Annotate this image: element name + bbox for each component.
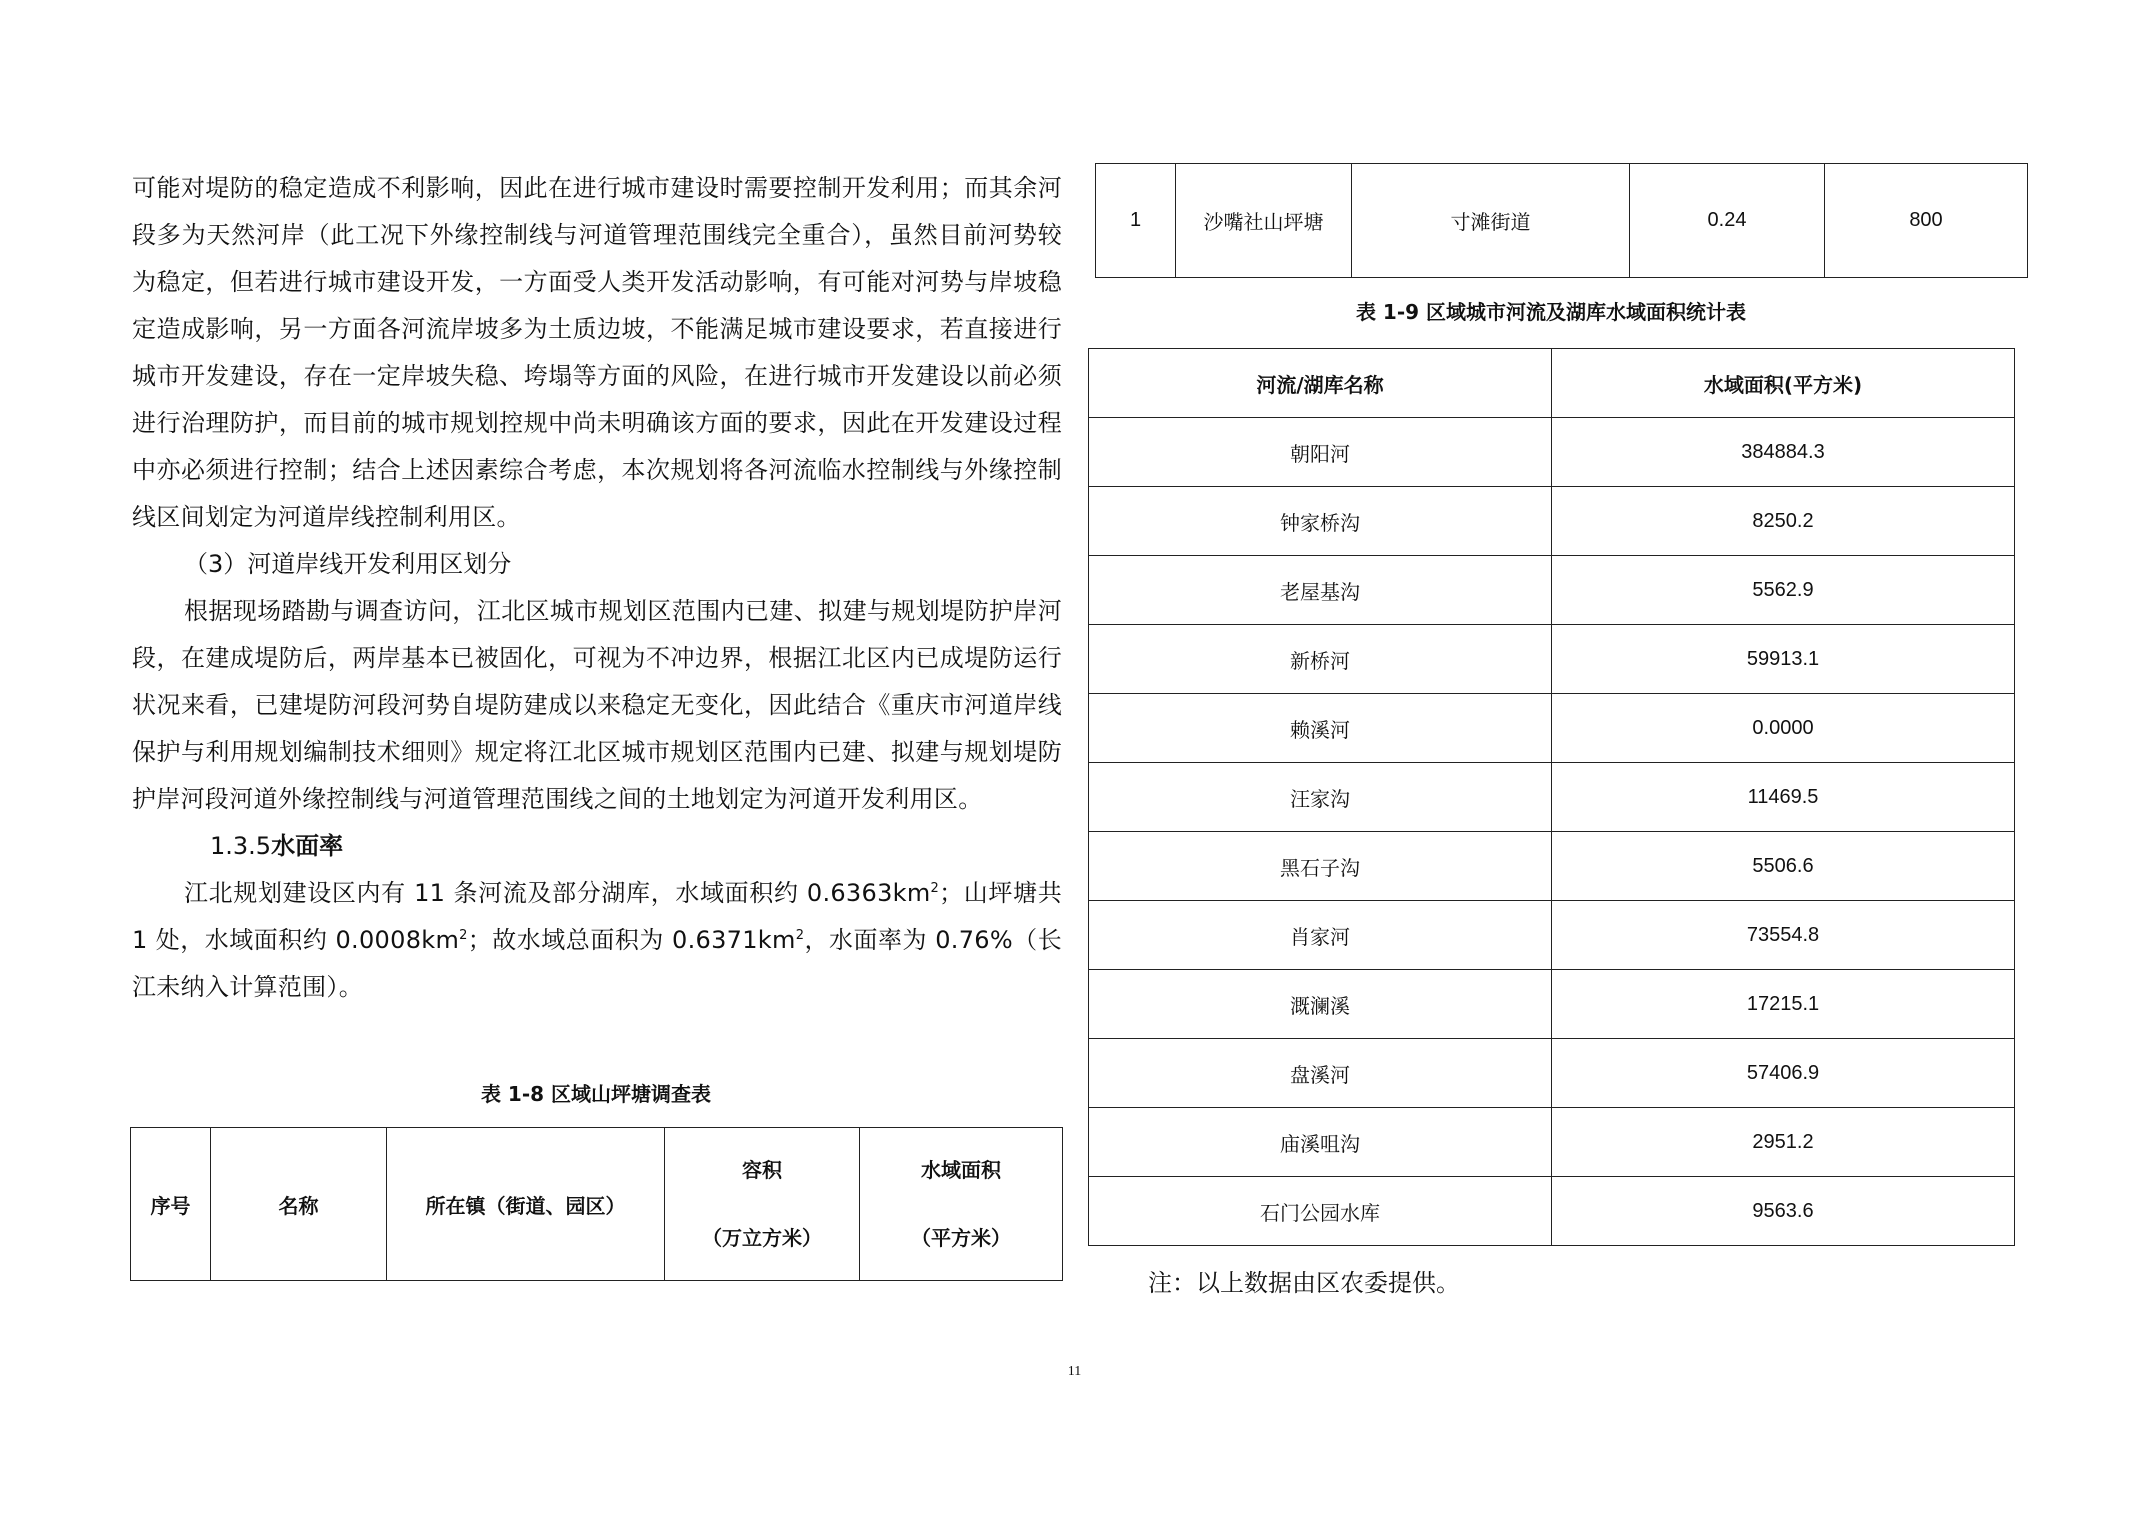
cell-river-name: 钟家桥沟 [1089, 487, 1552, 556]
table-row [1089, 556, 2015, 625]
table-row [1089, 901, 2015, 970]
cell-water-area: 57406.9 [1552, 1039, 2015, 1108]
table-header-row [1089, 349, 2015, 418]
table-row [1089, 763, 2015, 832]
cell-river-name: 肖家河 [1089, 901, 1552, 970]
water-ratio-text-a: 江北规划建设区内有 11 条河流及部分湖库，水域面积约 0.6363km [184, 879, 931, 907]
section-title: 水面率 [271, 832, 344, 860]
cell-water-area: 9563.6 [1552, 1177, 2015, 1246]
superscript: 2 [459, 928, 468, 943]
cell-river-name: 庙溪咀沟 [1089, 1108, 1552, 1177]
subheading-development-zone: （3）河道岸线开发利用区划分 [184, 550, 512, 578]
table-1-9 [1088, 348, 2015, 1246]
cell-water-area: 0.0000 [1552, 694, 2015, 763]
table-1-8-header [130, 1127, 1063, 1281]
water-ratio-text-d: ，水面率为 0.76%（长江未纳入计算范围）。 [132, 926, 1062, 1001]
table-row [1089, 694, 2015, 763]
cell-water-area: 59913.1 [1552, 625, 2015, 694]
cell-name: 沙嘴社山坪塘 [1176, 164, 1352, 278]
cell-river-name: 老屋基沟 [1089, 556, 1552, 625]
cell-water-area: 2951.2 [1552, 1108, 2015, 1177]
paragraph-river-control: 可能对堤防的稳定造成不利影响，因此在进行城市建设时需要控制开发利用；而其余河段多为天然河岸（此工况下外缘控制线与河道管理范围线完全重合），虽然目前河势较为稳定，但若进行城市建设开发，一方面受人类开发活动影响，有可能对河势与岸坡稳定造成影响，另一方面各河流岸坡多为土质边坡，不能满足城市建设要求，若直接进行城市开发建设，存在一定岸坡失稳、垮塌等方面的风险，在进行城市开发建设以前必须进行治理防护，而目前的城市规划控规中尚未明确该方面的要求，因此在开发建设过程中亦必须进行控制；结合上述因素综合考虑，本次规划将各河流临水控制线与外缘控制线区间划定为河道岸线控制利用区。 [132, 174, 1062, 531]
water-ratio-text-c: ；故水域总面积为 0.6371km [467, 926, 796, 954]
header-area [860, 1128, 1063, 1281]
cell-river-name: 盘溪河 [1089, 1039, 1552, 1108]
table-row [1096, 164, 2028, 278]
cell-river-name: 石门公园水库 [1089, 1177, 1552, 1246]
cell-river-name: 汪家沟 [1089, 763, 1552, 832]
cell-water-area: 5562.9 [1552, 556, 2015, 625]
section-heading [210, 823, 1062, 870]
cell-river-name: 赖溪河 [1089, 694, 1552, 763]
paragraph-development-zone: 根据现场踏勘与调查访问，江北区城市规划区范围内已建、拟建与规划堤防护岸河段，在建成堤防后，两岸基本已被固化，可视为不冲边界，根据江北区内已成堤防运行状况来看，已建堤防河段河势自堤防建成以来稳定无变化，因此结合《重庆市河道岸线保护与利用规划编制技术细则》规定将江北区城市规划区范围内已建、拟建与规划堤防护岸河段河道外缘控制线与河道管理范围线之间的土地划定为河道开发利用区。 [132, 597, 1062, 813]
table-row [1089, 832, 2015, 901]
superscript: 2 [795, 928, 805, 943]
table-1-8-continued [1095, 163, 2028, 278]
header-town: 所在镇（街道、园区） [387, 1128, 665, 1281]
table-row [1089, 1108, 2015, 1177]
cell-volume: 0.24 [1630, 164, 1825, 278]
cell-water-area: 384884.3 [1552, 418, 2015, 487]
header-area-line2: （平方米） [911, 1226, 1011, 1250]
header-volume [665, 1128, 860, 1281]
cell-river-name: 黑石子沟 [1089, 832, 1552, 901]
header-index: 序号 [131, 1128, 211, 1281]
cell-water-area: 73554.8 [1552, 901, 2015, 970]
cell-river-name: 溉澜溪 [1089, 970, 1552, 1039]
cell-water-area: 17215.1 [1552, 970, 2015, 1039]
table-row [1089, 1177, 2015, 1246]
cell-area: 800 [1825, 164, 2028, 278]
paragraph-water-ratio [132, 870, 1062, 1011]
table-row [1089, 487, 2015, 556]
header-area-line1: 水域面积 [921, 1158, 1001, 1182]
section-number: 1.3.5 [210, 832, 272, 860]
superscript: 2 [930, 881, 940, 896]
left-text-column [132, 165, 1062, 1011]
table-row [1089, 970, 2015, 1039]
data-source-note: 注：以上数据由区农委提供。 [1148, 1269, 1460, 1297]
table-row [1089, 1039, 2015, 1108]
table-1-9-caption: 表 1-9 区域城市河流及湖库水域面积统计表 [1355, 300, 1747, 324]
cell-water-area: 5506.6 [1552, 832, 2015, 901]
cell-river-name: 朝阳河 [1089, 418, 1552, 487]
cell-town: 寸滩街道 [1352, 164, 1630, 278]
cell-water-area: 11469.5 [1552, 763, 2015, 832]
page-number: 11 [1067, 1364, 1082, 1379]
cell-river-name: 新桥河 [1089, 625, 1552, 694]
header-volume-line2: （万立方米） [702, 1226, 822, 1250]
cell-water-area: 8250.2 [1552, 487, 2015, 556]
table-1-8-caption: 表 1-8 区域山坪塘调查表 [480, 1082, 712, 1106]
table-row [1089, 418, 2015, 487]
cell-index: 1 [1096, 164, 1176, 278]
table-row [1089, 625, 2015, 694]
header-name: 名称 [211, 1128, 387, 1281]
header-river-name: 河流/湖库名称 [1089, 349, 1552, 418]
water-ratio-text-b: ；山坪塘共 1 处，水域面积约 0.0008km [132, 879, 1063, 954]
header-water-area: 水域面积(平方米) [1552, 349, 2015, 418]
header-volume-line1: 容积 [742, 1158, 782, 1182]
